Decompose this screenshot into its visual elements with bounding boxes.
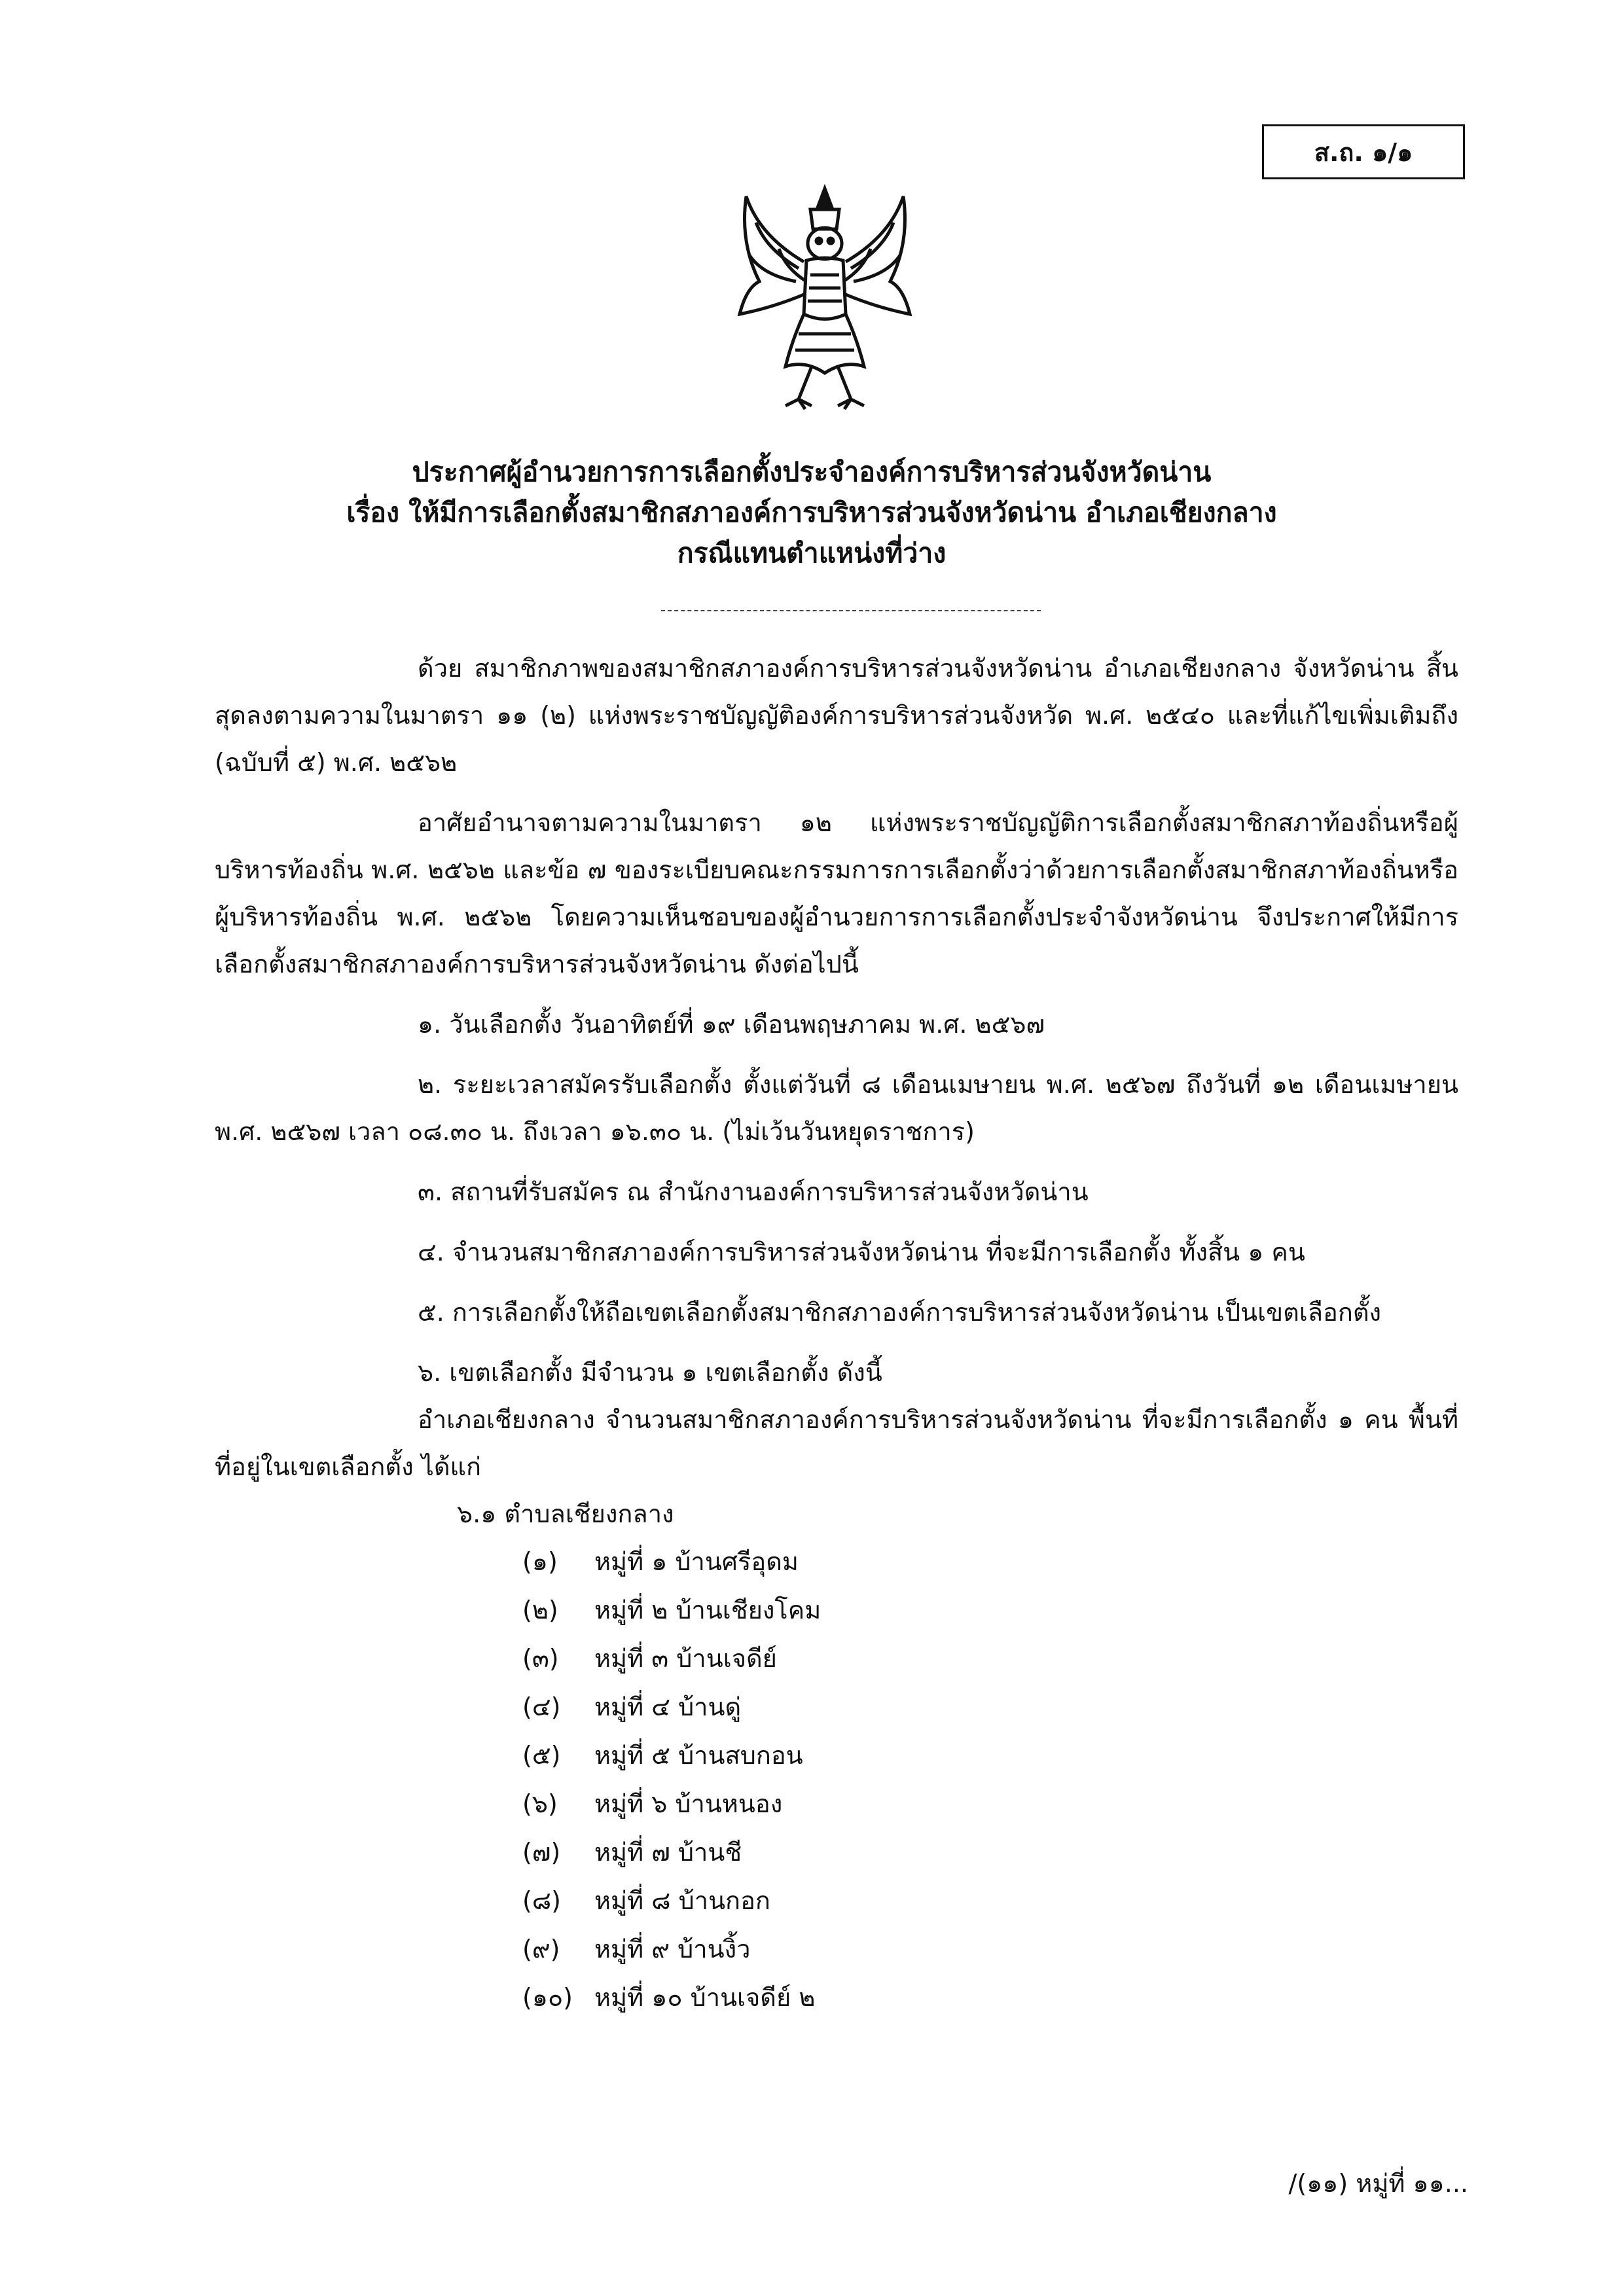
announcement-title-block (196, 452, 1427, 573)
village-list (215, 1537, 1458, 2022)
announcement-body (215, 645, 1458, 2022)
list-item: (๑๐) หมู่ที่ ๑๐ บ้านเจดีย์ ๒ (522, 1983, 816, 2012)
item-4-member-count: ๔. จำนวนสมาชิกสภาองค์การบริหารส่วนจังหวัดน่าน ที่จะมีการเลือกตั้ง ทั้งสิ้น ๑ คน (418, 1238, 1305, 1266)
item-2-application-period: ๒. ระยะเวลาสมัครรับเลือกตั้ง ตั้งแต่วันที่ ๘ เดือนเมษายน พ.ศ. ๒๕๖๗ ถึงวันที่ ๑๒ เดือนเมษายน พ.ศ. ๒๕๖๗ เวลา ๐๘.๓๐ น. ถึงเวลา ๑๖.๓๐ น. (ไม่เว้นวันหยุดราชการ) (215, 1070, 1458, 1146)
list-item: (๓) หมู่ที่ ๓ บ้านเจดีย์ (522, 1644, 777, 1673)
form-code-box (1262, 124, 1465, 179)
paragraph-2: อาศัยอำนาจตามความในมาตรา ๑๒ แห่งพระราชบัญญัติการเลือกตั้งสมาชิกสภาท้องถิ่นหรือผู้บริหารท้องถิ่น พ.ศ. ๒๕๖๒ และข้อ ๗ ของระเบียบคณะกรรมการการเลือกตั้งว่าด้วยการเลือกตั้งสมาชิกสภาท้องถิ่นหรือผู้บริหารท้องถิ่น พ.ศ. ๒๕๖๒ โดยความเห็นชอบของผู้อำนวยการการเลือกตั้งประจำจังหวัดน่าน จึงประกาศให้มีการเลือกตั้งสมาชิกสภาองค์การบริหารส่วนจังหวัดน่าน ดังต่อไปนี้ (215, 808, 1458, 978)
list-item: (๘) หมู่ที่ ๘ บ้านกอก (522, 1886, 770, 1915)
list-item: (๖) หมู่ที่ ๖ บ้านหนอง (522, 1789, 783, 1818)
subdistrict-heading: ๖.๑ ตำบลเชียงกลาง (457, 1499, 674, 1528)
list-item: (๑) หมู่ที่ ๑ บ้านศรีอุดม (522, 1547, 799, 1576)
item-1-election-date: ๑. วันเลือกตั้ง วันอาทิตย์ที่ ๑๙ เดือนพฤษภาคม พ.ศ. ๒๕๖๗ (418, 1010, 1045, 1039)
page-continuation: /(๑๑) หมู่ที่ ๑๑... (1288, 2169, 1468, 2198)
item-3-application-place: ๓. สถานที่รับสมัคร ณ สำนักงานองค์การบริหารส่วนจังหวัดน่าน (418, 1177, 1089, 1206)
garuda-emblem-icon (733, 183, 916, 419)
title-line-2: เรื่อง ให้มีการเลือกตั้งสมาชิกสภาองค์การบริหารส่วนจังหวัดน่าน อำเภอเชียงกลาง (346, 497, 1277, 528)
list-item: (๗) หมู่ที่ ๗ บ้านชี (522, 1838, 742, 1867)
form-code: ส.ถ. ๑/๑ (1314, 137, 1413, 167)
list-item: (๙) หมู่ที่ ๙ บ้านงิ้ว (522, 1935, 751, 1964)
title-line-1: ประกาศผู้อำนวยการการเลือกตั้งประจำองค์การบริหารส่วนจังหวัดน่าน (412, 456, 1212, 488)
title-line-3: กรณีแทนตำแหน่งที่ว่าง (677, 537, 947, 569)
list-item: (๕) หมู่ที่ ๕ บ้านสบกอน (522, 1741, 803, 1770)
paragraph-1: ด้วย สมาชิกภาพของสมาชิกสภาองค์การบริหารส่วนจังหวัดน่าน อำเภอเชียงกลาง จังหวัดน่าน สิ้นสุดลงตามความในมาตรา ๑๑ (๒) แห่งพระราชบัญญัติองค์การบริหารส่วนจังหวัด พ.ศ. ๒๕๔๐ และที่แก้ไขเพิ่มเติมถึง (ฉบับที่ ๕) พ.ศ. ๒๕๖๒ (215, 654, 1458, 777)
list-item: (๔) หมู่ที่ ๔ บ้านดู่ (522, 1693, 742, 1721)
title-divider (661, 610, 1041, 611)
item-5-constituency: ๕. การเลือกตั้งให้ถือเขตเลือกตั้งสมาชิกสภาองค์การบริหารส่วนจังหวัดน่าน เป็นเขตเลือกตั้ง (418, 1298, 1382, 1327)
item-6-constituency-count: ๖. เขตเลือกตั้ง มีจำนวน ๑ เขตเลือกตั้ง ดังนี้ (418, 1358, 882, 1387)
list-item: (๒) หมู่ที่ ๒ บ้านเชียงโคม (522, 1596, 821, 1624)
item-6-detail: อำเภอเชียงกลาง จำนวนสมาชิกสภาองค์การบริหารส่วนจังหวัดน่าน ที่จะมีการเลือกตั้ง ๑ คน พื้นที่ที่อยู่ในเขตเลือกตั้ง ได้แก่ (215, 1405, 1458, 1481)
